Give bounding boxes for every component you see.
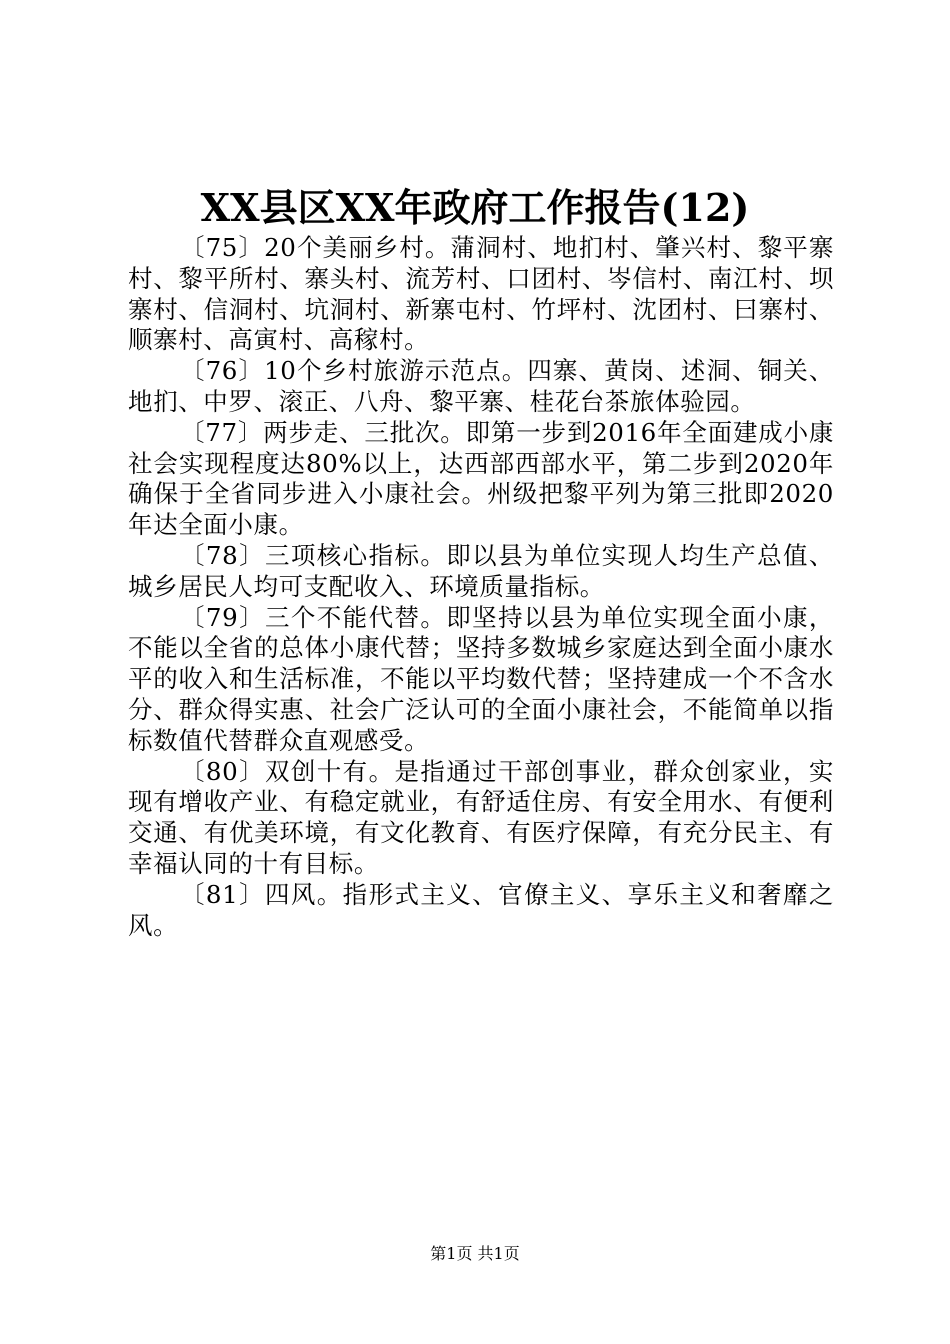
paragraph-76: 〔76〕10个乡村旅游示范点。四寨、黄岗、述洞、铜关、地扪、中罗、滚正、八舟、黎平寨、桂花台茶旅体验园。: [128, 356, 834, 416]
paragraph-80: 〔80〕双创十有。是指通过干部创事业，群众创家业，实现有增收产业、有稳定就业，有舒适住房、有安全用水、有便利交通、有优美环境，有文化教育、有医疗保障，有充分民主、有幸福认同的十有目标。: [128, 756, 834, 878]
document-body: [128, 233, 834, 941]
page-footer: 第1页 共1页: [430, 1244, 520, 1263]
paragraph-79: 〔79〕三个不能代替。即坚持以县为单位实现全面小康，不能以全省的总体小康代替；坚持多数城乡家庭达到全面小康水平的收入和生活标准，不能以平均数代替；坚持建成一个不含水分、群众得实惠、社会广泛认可的全面小康社会，不能简单以指标数值代替群众直观感受。: [128, 602, 834, 755]
document-title: XX县区XX年政府工作报告(12): [200, 185, 750, 230]
paragraph-77: 〔77〕两步走、三批次。即第一步到2016年全面建成小康社会实现程度达80%以上，达西部西部水平，第二步到2020年确保于全省同步进入小康社会。州级把黎平列为第三批即2020年达全面小康。: [128, 417, 834, 540]
paragraph-81: 〔81〕四风。指形式主义、官僚主义、享乐主义和奢靡之风。: [128, 879, 834, 940]
paragraph-75: 〔75〕20个美丽乡村。蒲洞村、地扪村、肇兴村、黎平寨村、黎平所村、寨头村、流芳村、口团村、岑信村、南江村、坝寨村、信洞村、坑洞村、新寨屯村、竹坪村、沈团村、曰寨村、顺寨村、高寅村、高稼村。: [128, 233, 834, 355]
paragraph-78: 〔78〕三项核心指标。即以县为单位实现人均生产总值、城乡居民人均可支配收入、环境质量指标。: [128, 540, 834, 601]
